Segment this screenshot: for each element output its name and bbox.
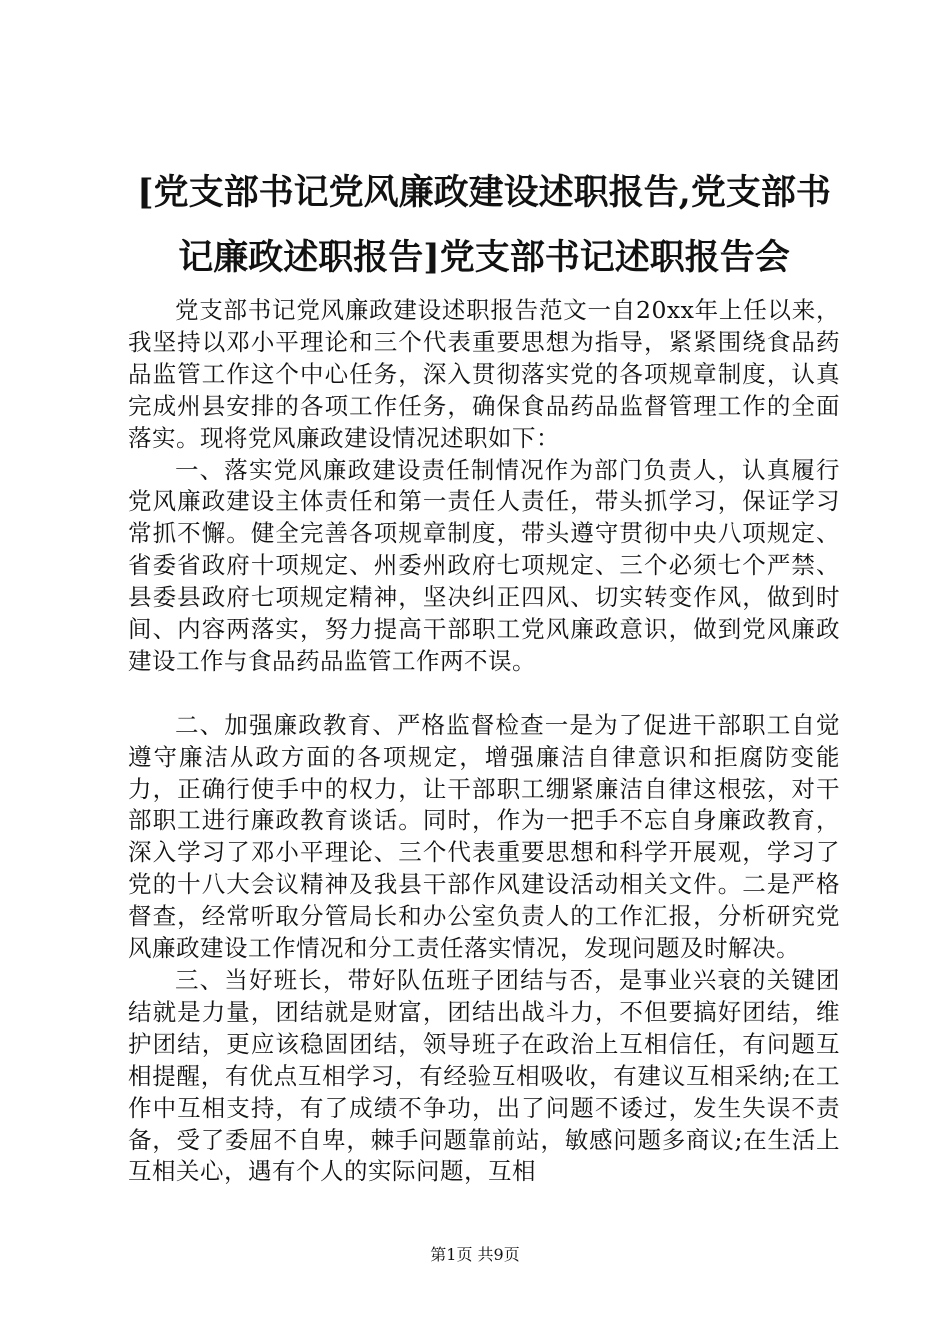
document-body	[128, 295, 840, 1188]
paragraph-section-3: 三、当好班长，带好队伍班子团结与否，是事业兴衰的关键团结就是力量，团结就是财富，团结出战斗力，不但要搞好团结，维护团结，更应该稳固团结，领导班子在政治上互相信任，有问题互相提醒，有优点互相学习，有经验互相吸收，有建议互相采纳;在工作中互相支持，有了成绩不争功，出了问题不诿过，发生失误不责备，受了委屈不自卑，棘手问题靠前站，敏感问题多商议;在生活上互相关心，遇有个人的实际问题，互相	[128, 966, 840, 1186]
document-title: [党支部书记党风廉政建设述职报告,党支部书记廉政述职报告]党支部书记述职报告会	[137, 172, 831, 278]
paragraph-intro: 党支部书记党风廉政建设述职报告范文一自20xx年上任以来，我坚持以邓小平理论和三个代表重要思想为指导，紧紧围绕食品药品监管工作这个中心任务，深入贯彻落实党的各项规章制度，认真完成州县安排的各项工作任务，确保食品药品监督管理工作的全面落实。现将党风廉政建设情况述职如下：	[128, 296, 840, 452]
paragraph-section-1: 一、落实党风廉政建设责任制情况作为部门负责人，认真履行党风廉政建设主体责任和第一责任人责任，带头抓学习，保证学习常抓不懈。健全完善各项规章制度，带头遵守贯彻中央八项规定、省委省政府十项规定、州委州政府七项规定、三个必须七个严禁、县委县政府七项规定精神，坚决纠正四风、切实转变作风，做到时间、内容两落实，努力提高干部职工党风廉政意识，做到党风廉政建设工作与食品药品监管工作两不误。	[128, 455, 840, 675]
paragraph-section-2: 二、加强廉政教育、严格监督检查一是为了促进干部职工自觉遵守廉洁从政方面的各项规定，增强廉洁自律意识和拒腐防变能力，正确行使手中的权力，让干部职工绷紧廉洁自律这根弦，对干部职工进行廉政教育谈话。同时，作为一把手不忘自身廉政教育，深入学习了邓小平理论、三个代表重要思想和科学开展观，学习了党的十八大会议精神及我县干部作风建设活动相关文件。二是严格督查，经常听取分管局长和办公室负责人的工作汇报，分析研究党风廉政建设工作情况和分工责任落实情况，发现问题及时解决。	[128, 710, 840, 963]
page-footer: 第1页 共9页	[430, 1245, 520, 1264]
paragraph-spacer	[128, 678, 840, 710]
